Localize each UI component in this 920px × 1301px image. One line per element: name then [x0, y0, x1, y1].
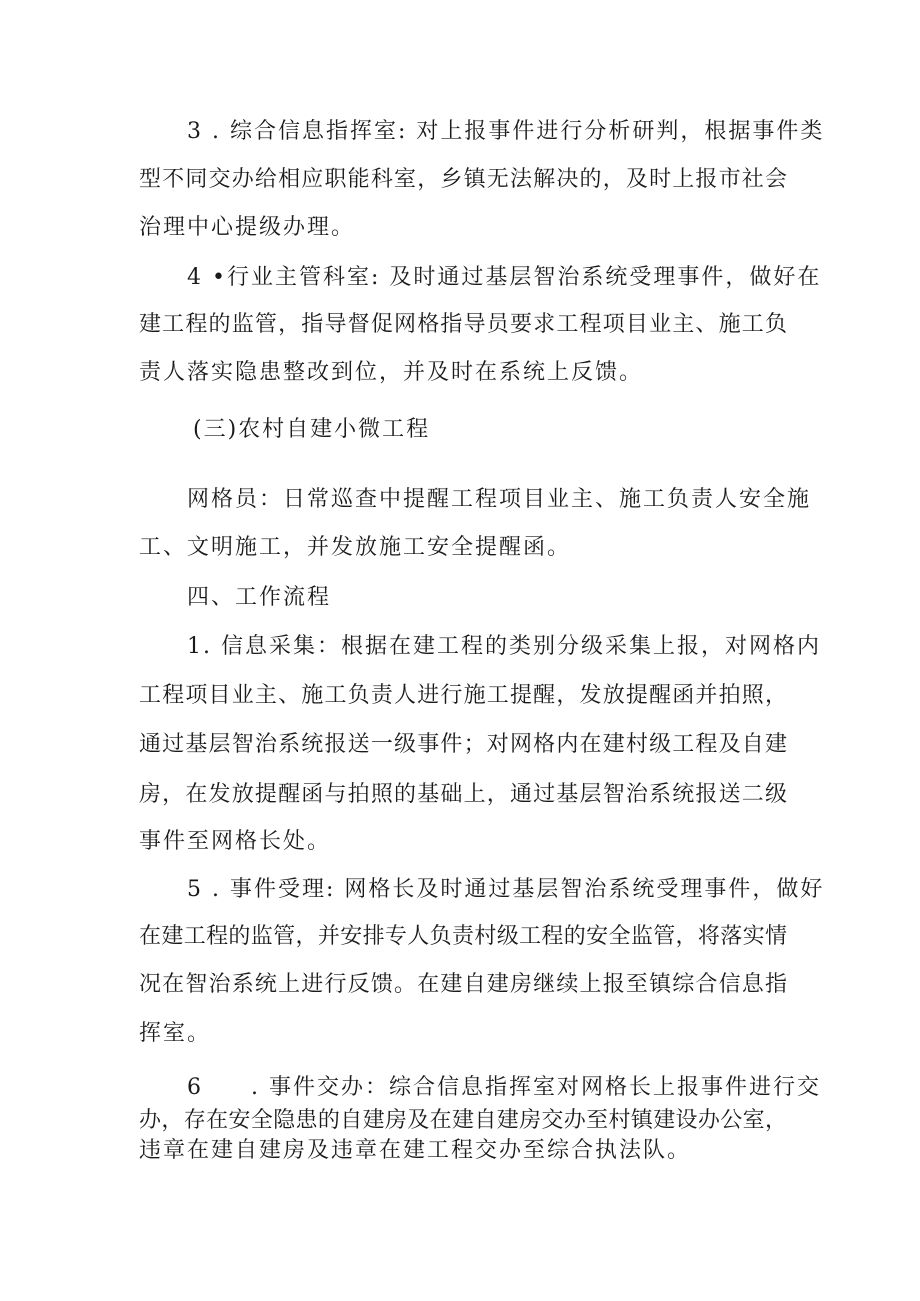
paragraph-4-line-2: 工程项目业主、施工负责人进行施工提醒，发放提醒函并拍照， — [139, 683, 787, 708]
paragraph-6-line-3: 违章在建自建房及违章在建工程交办至综合执法队。 — [139, 1138, 692, 1163]
paragraph-4-line-4: 房，在发放提醒函与拍照的基础上，通过基层智治系统报送二级 — [139, 782, 787, 807]
paragraph-2-line-2: 建工程的监管，指导督促网格指导员要求工程项目业主、施工负 — [139, 312, 787, 337]
section-heading-3: (三)农村自建小微工程 — [193, 417, 431, 442]
paragraph-3-line-2: 工、文明施工，并发放施工安全提醒函。 — [139, 535, 572, 560]
paragraph-1-line-2: 型不同交办给相应职能科室，乡镇无法解决的，及时上报市社会 — [139, 167, 787, 192]
paragraph-6-line-1: 6 . 事件交办：综合信息指挥室对网格长上报事件进行交 — [187, 1075, 821, 1100]
section-heading-4: 四、工作流程 — [187, 585, 332, 610]
paragraph-2-line-1: 4 •行业主管科室: 及时通过基层智治系统受理事件，做好在 — [187, 265, 822, 290]
paragraph-4-line-5: 事件至网格长处。 — [139, 829, 332, 854]
paragraph-1-line-1: 3 . 综合信息指挥室: 对上报事件进行分析研判，根据事件类 — [187, 119, 825, 144]
paragraph-6-line-2: 办，存在安全隐患的自建房及在建自建房交办至村镇建设办公室， — [139, 1108, 787, 1133]
paragraph-5-line-4: 挥室。 — [139, 1021, 212, 1046]
paragraph-3-line-1: 网格员：日常巡查中提醒工程项目业主、施工负责人安全施 — [187, 487, 812, 512]
paragraph-5-line-1: 5 . 事件受理: 网格长及时通过基层智治系统受理事件，做好 — [187, 877, 825, 902]
paragraph-4-line-1: 1. 信息采集：根据在建工程的类别分级采集上报，对网格内 — [187, 634, 821, 659]
paragraph-5-line-3: 况在智治系统上进行反馈。在建自建房继续上报至镇综合信息指 — [139, 972, 787, 997]
paragraph-2-line-3: 责人落实隐患整改到位，并及时在系统上反馈。 — [139, 360, 644, 385]
paragraph-1-line-3: 治理中心提级办理。 — [139, 215, 356, 240]
paragraph-5-line-2: 在建工程的监管，并安排专人负责村级工程的安全监管，将落实情 — [139, 924, 787, 949]
paragraph-4-line-3: 通过基层智治系统报送一级事件；对网格内在建村级工程及自建 — [139, 732, 787, 757]
